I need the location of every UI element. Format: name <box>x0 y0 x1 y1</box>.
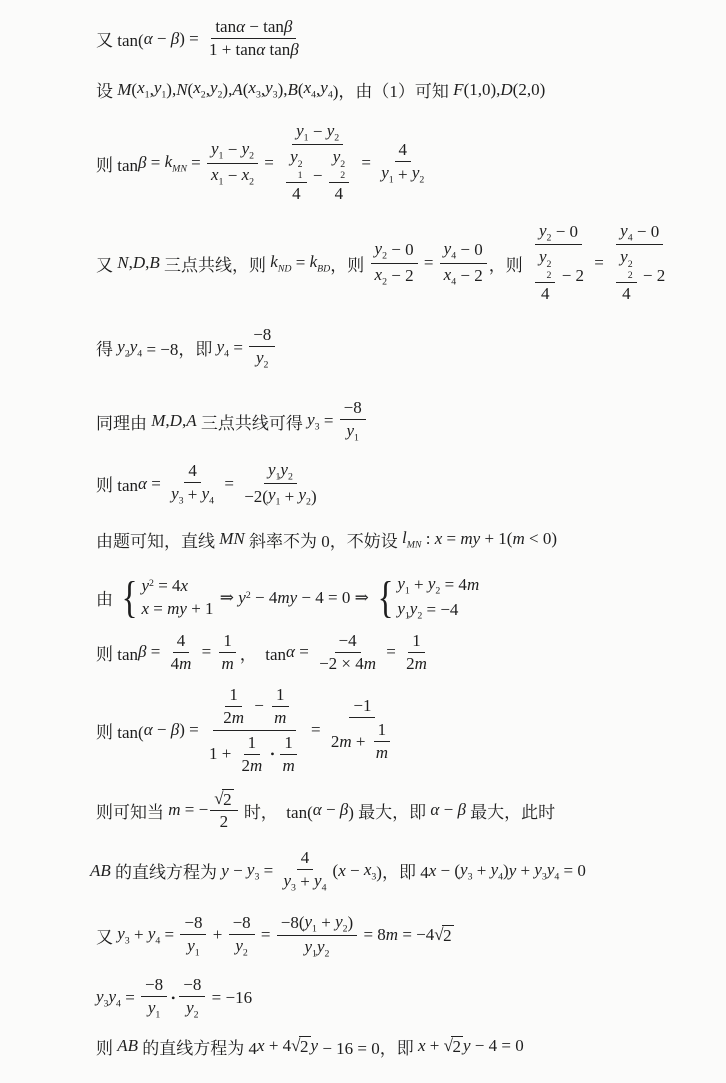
formula-line-tan-alpha: 则 tan α = 4 $y_3$ + $y_4$ = $y_1$ $y_2$ −2( $y_1$ + $y_2$ ) <box>96 459 317 508</box>
formula-line-slope-tan-beta: 则 tan β = $k_{MN}$ = $y_1$ − $y_2$ $x_1$ − $x_2$ = $y_1$ − $y_2$ y 2 1 4 − y 2 2 4 = 4 $y_1$ + $y_2$ <box>96 121 425 204</box>
formula-line-final-line-ab: 则 AB 的直线方程为 4 x + 4 √ 2 y − 16 = 0，即 x + √ 2 y − 4 = 0 <box>96 1036 524 1058</box>
formula-line-system-and-vieta: 由 { $y^2$ = 4 x x = my + 1 ⇒ $y^2$ − 4 my − 4 = 0 ⇒ { $y_1$ + $y_2$ = 4 m $y_1$ $y_2$ = −4 <box>96 572 480 622</box>
formula-line-y2y4-product: 得 $y_2$ $y_4$ = −8，即 $y_4$ = $\frac{-8}{y_2}$ <box>96 324 716 371</box>
formula-line-optimal-m: 则可知当 m = − √ 2 2 时， tan( α − β ) 最大，即 α − β 最大，此时 <box>96 788 556 832</box>
formula-line-collinear-mda: 同理由 M , D , A 三点共线可得 $y_3$ = $\frac{-8}{y_1}$ <box>96 397 716 444</box>
formula-line-collinear-ndb: 又 N , D , B 三点共线，则 $k_{ND}$ = $k_{BD}$ ，则 $y_2$ − 0 $x_2$ − 2 = $y_4$ − 0 $x_4$ − 2 ，则 $y_2$ − 0 y 2 2 4 − 2 = $y_4$ − 0 y 2 2 4 − 2 <box>96 221 666 304</box>
formula-line-tan-difference-identity: 又 tan( α − β ) = tan α − tan β 1 + tan α tan β <box>96 17 299 59</box>
formula-line-line-mn-setup: 由题可知，直线 MN 斜率不为 0，不妨设 $l_{MN}$ : x = my + 1( m < 0) <box>96 528 557 551</box>
formula-line-tan-values-in-m: 则 tan β = 4 4 m = $\frac{1}{m}$ ， tan α = −4 −2 × 4 m = 1 2 m <box>96 630 427 673</box>
formula-line-point-definitions: 设 M ( $x_1$ , $y_1$ ), N ( $x_2$ , $y_2$ ), A ( $x_3$ , $y_3$ ), B ( $x_4$ , $y_4$ )，由（1）可知 F (1,0), D (2,0) <box>96 78 546 101</box>
formula-line-line-ab-equation: AB 的直线方程为 y − $y_3$ = 4 $y_3$ + $y_4$ ( x − $x_3$ )，即 4 x − ( $y_3$ + $y_4$ ) y + $y_3$ $y_4$ = 0 <box>90 848 586 894</box>
formula-line-tan-difference-in-m: 则 tan( α − β ) = 1 2 m − $\frac{1}{m}$ 1 + 1 2 m • $\frac{1}{m}$ = −1 2 m + $\frac{1}{m}$ <box>96 683 716 778</box>
formula-line-y3-plus-y4: 又 $y_3$ + $y_4$ = $\frac{-8}{y_1}$ + $\frac{-8}{y_2}$ = −8( $y_1$ + $y_2$ ) $y_1$ $y_2$ = 8 m = −4 √ 2 <box>96 911 452 960</box>
formula-line-y3y4-product: $y_3$ $y_4$ = $\frac{-8}{y_1}$ • $\frac{-8}{y_2}$ = −16 <box>96 975 253 1021</box>
